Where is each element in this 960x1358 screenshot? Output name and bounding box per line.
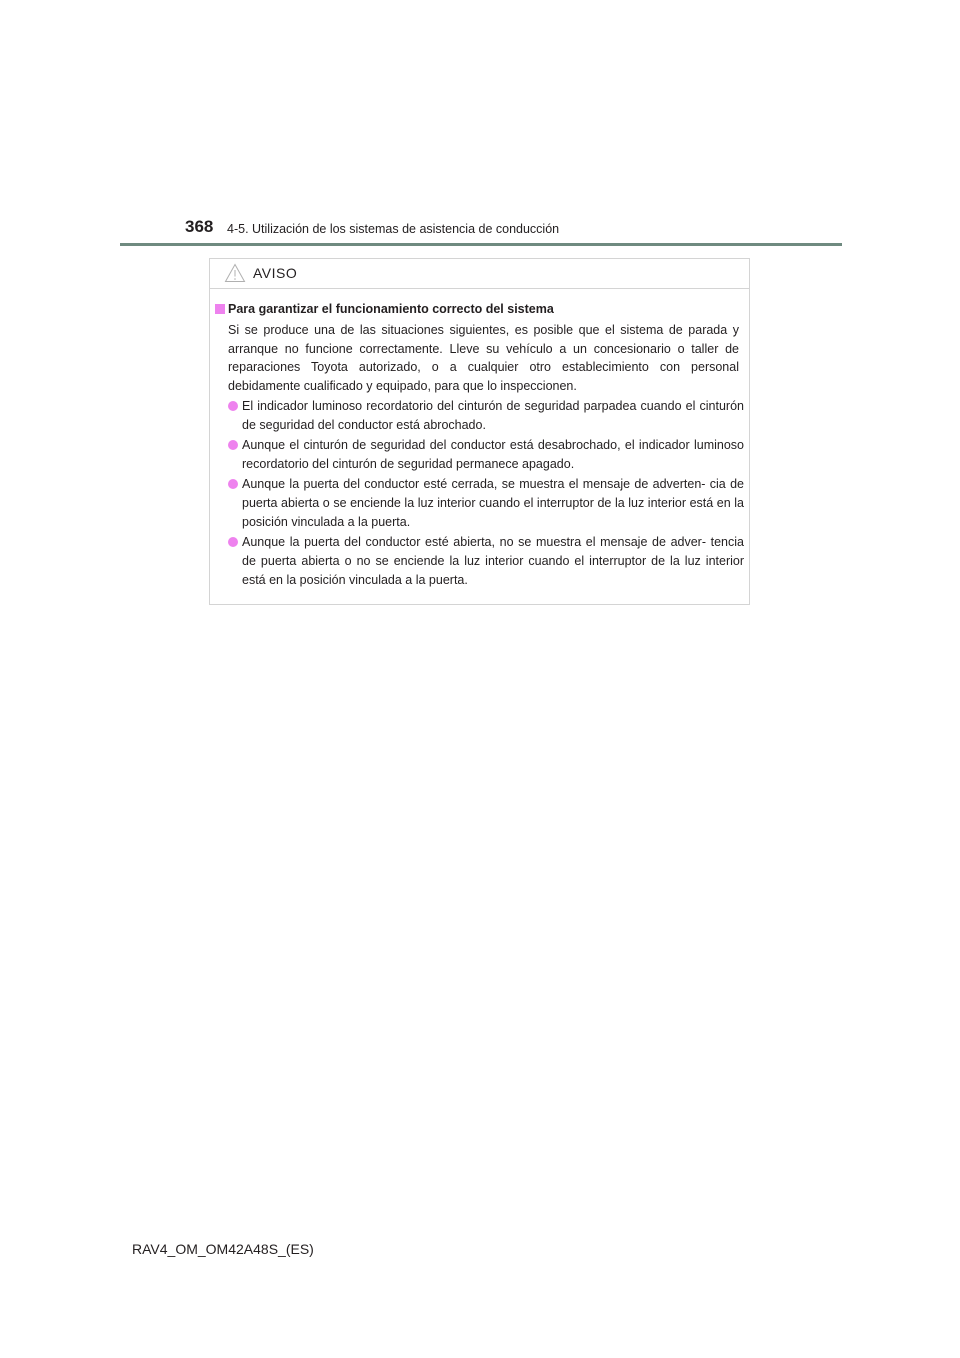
- footer-doc-code: RAV4_OM_OM42A48S_(ES): [132, 1241, 314, 1257]
- list-item-text: El indicador luminoso recordatorio del cinturón de seguridad parpadea cuando el cinturón de seguridad del conductor está abrochado.: [242, 399, 744, 432]
- warning-title: AVISO: [253, 265, 298, 281]
- circle-bullet-icon: [228, 440, 238, 450]
- list-item-text: Aunque el cinturón de seguridad del conductor está desabrochado, el indicador luminoso recordatorio del cinturón de seguridad permanece apagado.: [242, 438, 744, 471]
- list-item-text: Aunque la puerta del conductor esté cerrada, se muestra el mensaje de adverten- cia de puerta abierta o se enciende la luz interior cuando el interruptor de la luz interior está en la posición vinculada a la puerta.: [242, 477, 744, 529]
- intro-paragraph: Si se produce una de las situaciones siguientes, es posible que el sistema de parada y arranque no funcione correctamente. Lleve su vehículo a un concesionario o taller de reparaciones Toyota autorizado, o a cualquier otro establecimiento con personal debidamente cualificado y equipado, para que lo inspeccionen.: [228, 323, 739, 393]
- warning-box: [209, 258, 750, 605]
- section-title: 4-5. Utilización de los sistemas de asistencia de conducción: [227, 222, 560, 236]
- page-number: 368: [185, 217, 214, 236]
- square-bullet-icon: [215, 304, 225, 314]
- header-rule: [120, 243, 842, 246]
- list-item-text: Aunque la puerta del conductor esté abierta, no se muestra el mensaje de adver- tencia de puerta abierta o no se enciende la luz interior cuando el interruptor de la luz interior está en la posición vinculada a la puerta.: [242, 535, 744, 587]
- warning-triangle-icon: [224, 263, 246, 283]
- circle-bullet-icon: [228, 537, 238, 547]
- heading-text: Para garantizar el funcionamiento correcto del sistema: [228, 302, 554, 316]
- warning-header: [210, 259, 749, 289]
- circle-bullet-icon: [228, 479, 238, 489]
- circle-bullet-icon: [228, 401, 238, 411]
